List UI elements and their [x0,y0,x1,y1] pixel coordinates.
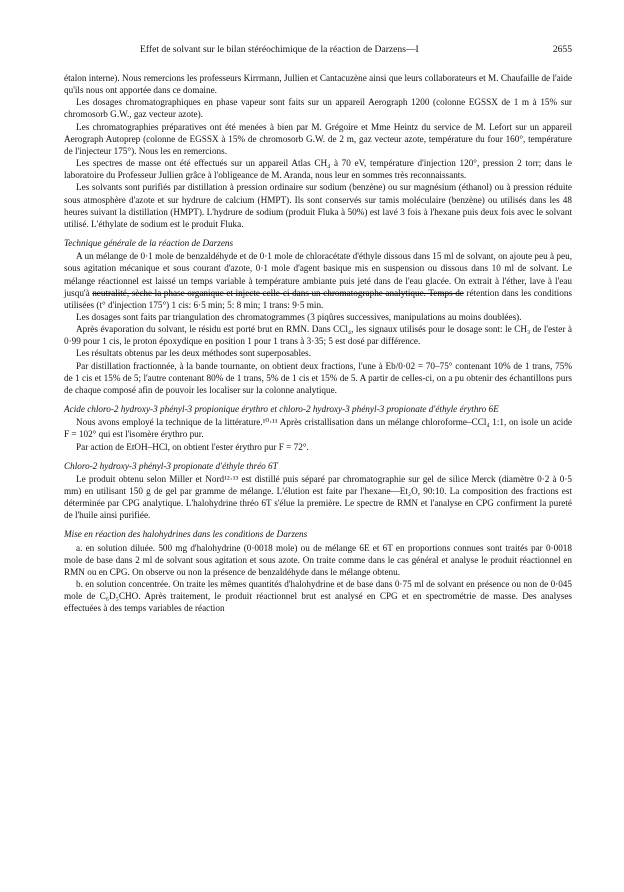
struck-text: neutralité, sèche la phase organique et injecte celle-ci dans un chromatographe analytique. Temps de [92,287,464,298]
page-number: 2655 [552,44,572,55]
paragraph: Par distillation fractionnée, à la bande tournante, on obtient deux fractions, l'une à Eb/0·02 = 70–75° contenant 10% de 1 trans, 75% de 1 cis et 15% de 5; l'autre contenant 80% de 1 trans, 5% de 1 cis et 15% de 5. A partir de celles-ci, on a pu obtenir des échantillons purs de chaque composé afin de pouvoir les localiser sur la colonne analytique. [64,360,572,395]
paragraph-text: rétention dans les conditions utilisées (t° d'injection 175°) 1 cis: 6·5 min; 5: 8 min; 1 trans: 9·5 min. [64,287,572,310]
paragraph: Par action de EtOH–HCl, on obtient l'ester érythro pur F = 72°. [76,441,309,452]
section-heading: Chloro-2 hydroxy-3 phényl-3 propionate d'éthyle thréo 6T [64,460,278,471]
paragraph: a. en solution diluée. 500 mg d'halohydrine (0·0018 mole) ou de mélange 6E et 6T en proportions connues sont traités par 0·0018 mole de base dans 2 ml de solvant sous agitation et sous azote. On traite comme dans le cas général et analyse le produit réactionnel en RMN ou en CPG. On observe ou non la présence de benzaldéhyde dans le mélange obtenu. [64,542,572,577]
running-head [64,44,572,62]
paragraph: Les dosages sont faits par triangulation des chromatogrammes (3 piqûres successives, manipulations au moins doublées). [76,311,522,322]
running-head-title: Effet de solvant sur le bilan stéréochimique de la réaction de Darzens—I [140,44,419,55]
paragraph-text: A un mélange de 0·1 mole de benzaldéhyde et de 0·1 mole de chloracétate d'éthyle dissous dans 15 ml de solvant, on ajoute peu à peu, sous agitation mécanique et sous courant d'azote, 0·1 mole d'agent basique mis en suspension ou dissous dans 10 ml de solvant. Le mélange réactionnel est laissé un temps variable à température ambiante puis jeté dans de l'eau glacée. On extrait à l'éther, lave à l'eau jusqu'à [64,251,572,298]
section-heading: Mise en réaction des halohydrines dans les conditions de Darzens [64,529,308,540]
paragraph [64,250,572,311]
paragraph: Les spectres de masse ont été effectués sur un appareil Atlas CH₄ à 70 eV, température d'injection 120°, pression 2 torr; dans le laboratoire du Professeur Jullien grâce à l'obligeance de M. Aranda, nous leur en sommes très reconnaissants. [64,158,572,181]
section-heading: Technique générale de la réaction de Darzens [64,238,234,249]
paragraph: étalon interne). Nous remercions les professeurs Kirrmann, Jullien et Cantacuzène ainsi que leurs collaborateurs et M. Chaufaille de l'aide qu'ils nous ont apportée dans ce domaine. [64,73,572,96]
paragraph: Les solvants sont purifiés par distillation à pression ordinaire sur sodium (benzène) ou sur magnésium (éthanol) ou à pression réduite sous atmosphère d'azote et sur hydrure de calcium (HMPT). Ils sont conservés sur tamis moléculaire (benzène) ou utilisés dans les 48 heures suivant la distillation (HMPT). L'hydrure de sodium (produit Fluka à 50%) est lavé 3 fois à l'hexane puis deux fois avec le solvant utilisé. L'éthylate de sodium est le produit Fluka. [64,182,572,229]
paragraph: Le produit obtenu selon Miller et Nord¹²·¹³ est distillé puis séparé par chromatographie sur gel de silice Merck (diamètre 0·2 à 0·5 mm) en utilisant 150 g de gel par gramme de mélange. L'élution est faite par l'hexane—Et₂O, 90:10. La composition des fractions est déterminée par CPG analytique. L'halohydrine thréo 6T s'élue la première. Le spectre de RMN et l'analyse en CPG confirment la pureté de l'huile ainsi purifiée. [64,473,572,521]
paragraph: Après évaporation du solvant, le résidu est porté brut en RMN. Dans CCl₄, les signaux utilisés pour le dosage sont: le CH₃ de l'ester à 0·99 pour 1 cis, le proton époxydique en position 1 pour 1 trans à 3·35; 5 est dosé par différence. [64,324,572,347]
paragraph: b. en solution concentrée. On traite les mêmes quantités d'halohydrine et de base dans 0·75 ml de solvant en présence ou non de 0·045 mole de C₆D₅CHO. Après traitement, le produit réactionnel brut est analysé en CPG et en spectrométrie de masse. Des analyses effectuées à des temps variables de réaction [64,579,572,614]
paragraph: Les dosages chromatographiques en phase vapeur sont faits sur un appareil Aerograph 1200 (colonne EGSSX de 1 m à 15% sur chromosorb G.W., gaz vecteur azote). [64,97,572,120]
section-heading: Acide chloro-2 hydroxy-3 phényl-3 propionique érythro et chloro-2 hydroxy-3 phényl-3 propionate d'éthyle érythro 6E [64,404,499,415]
paragraph: Nous avons employé la technique de la littérature.¹⁰·¹¹ Après cristallisation dans un mélange chloroforme–CCl₄ 1:1, on isole un acide F = 102° qui est l'isomère érythro pur. [64,417,572,440]
paragraph: Les résultats obtenus par les deux méthodes sont superposables. [76,348,311,359]
paragraph: Les chromatographies préparatives ont été menées à bien par M. Grégoire et Mme Heintz du service de M. Lefort sur un appareil Aerograph Autoprep (colonne de EGSSX à 15% de chromosorb G.W. de 2 m, gaz vecteur azote, température du four 160°, température de l'injecteur 175°). Nous les en remercions. [64,121,572,156]
